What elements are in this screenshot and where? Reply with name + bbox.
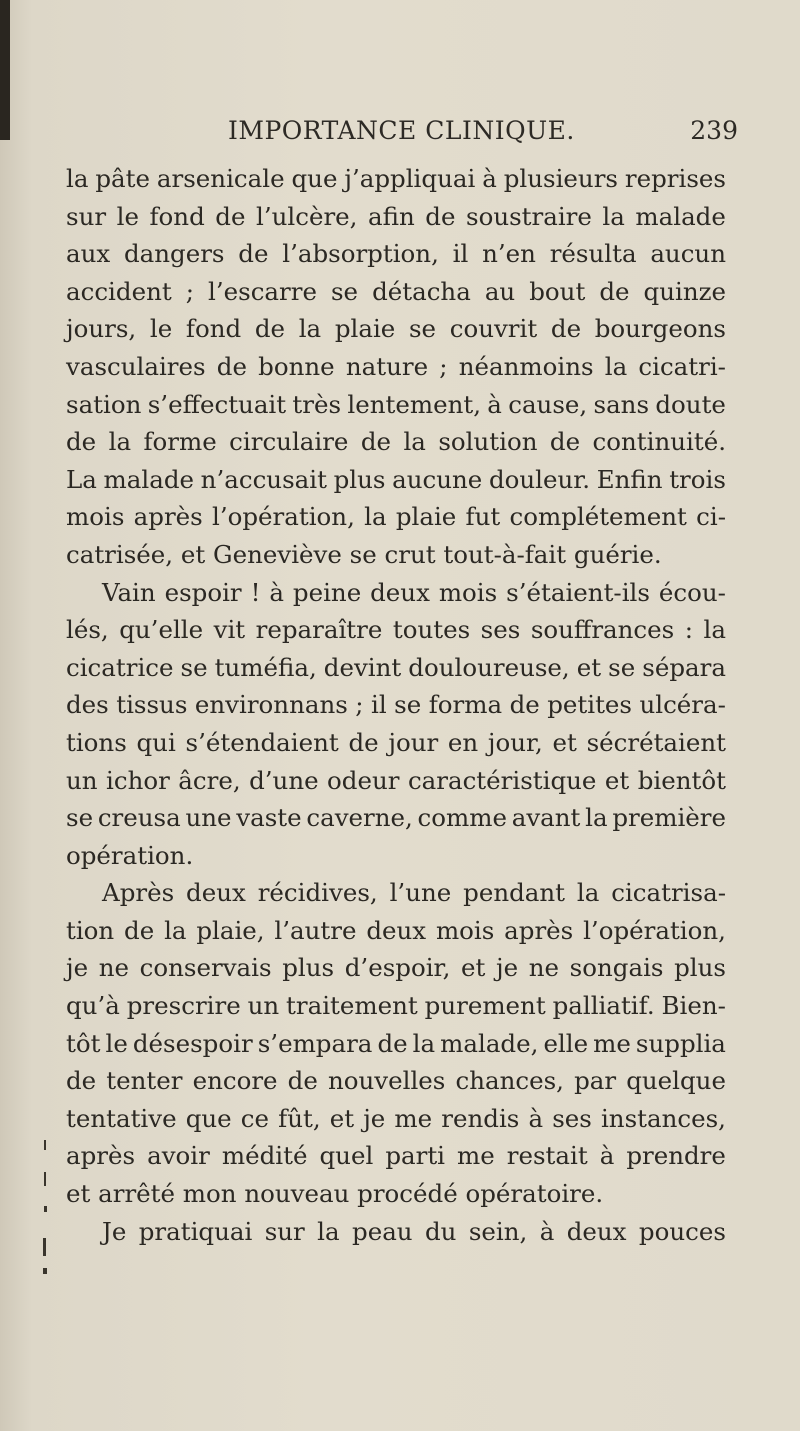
word: purement	[424, 991, 546, 1021]
word: jour	[388, 727, 439, 757]
word: aucun	[650, 239, 726, 269]
word: forme	[143, 427, 217, 457]
word: tion	[66, 915, 115, 945]
word: pendant	[463, 878, 566, 908]
word: pratiquai	[138, 1216, 253, 1246]
word: malade,	[440, 1028, 539, 1058]
word: la	[602, 201, 625, 231]
word: comme	[417, 803, 507, 833]
word: palliatif.	[552, 991, 655, 1021]
word: restait	[506, 1141, 588, 1171]
word: environnans	[194, 690, 348, 720]
text-line	[66, 461, 726, 499]
word: par	[574, 1066, 617, 1096]
word: parti	[385, 1141, 445, 1171]
word: caverne,	[306, 803, 413, 833]
word: ichor	[106, 765, 170, 795]
word: que	[185, 1103, 232, 1133]
text-line	[66, 235, 726, 273]
word: tissus	[116, 690, 188, 720]
word: résulta	[549, 239, 637, 269]
word: me	[593, 1028, 631, 1058]
word: plus	[674, 953, 726, 983]
word: Après	[102, 878, 175, 908]
word: doute	[655, 389, 726, 419]
word: lentement,	[347, 389, 481, 419]
word: reprises	[624, 164, 726, 193]
word: s’étendaient	[185, 727, 339, 757]
word: à	[482, 164, 497, 193]
word: dangers	[123, 239, 225, 269]
word: devint	[323, 652, 402, 682]
word: fut	[465, 502, 501, 532]
margin-marks	[40, 1120, 52, 1280]
body-text	[66, 160, 726, 1250]
word: au	[484, 276, 516, 306]
word: sation	[66, 389, 142, 419]
word: vasculaires	[66, 351, 206, 381]
word: malade	[103, 464, 195, 494]
word: à	[269, 577, 284, 607]
word: arsenicale	[156, 164, 285, 193]
word: de	[287, 1066, 318, 1096]
word: jours,	[66, 314, 137, 344]
word: douleur.	[488, 464, 591, 494]
word: quinze	[643, 276, 726, 306]
word: en	[447, 727, 479, 757]
word: et	[604, 765, 630, 795]
word: trois	[669, 464, 726, 494]
word: creusa	[97, 803, 181, 833]
word: peau	[352, 1216, 413, 1246]
word: avoir	[147, 1141, 210, 1171]
word: lés,	[66, 615, 109, 645]
word: ;	[185, 276, 194, 306]
word: la	[298, 314, 322, 344]
word: le	[149, 314, 173, 344]
word: à	[599, 1141, 615, 1171]
word: âcre,	[178, 765, 241, 795]
word: sécrétaient	[586, 727, 726, 757]
word: encore	[192, 1066, 278, 1096]
text-line	[66, 1137, 726, 1175]
word: et	[461, 953, 486, 983]
word: :	[684, 615, 693, 645]
text-line	[66, 198, 726, 236]
word: complétement	[509, 502, 687, 532]
word: la	[317, 1216, 340, 1246]
word: ne	[98, 953, 130, 983]
word: bientôt	[637, 765, 726, 795]
word: cause,	[508, 389, 588, 419]
text-line	[66, 1213, 726, 1251]
word: mois	[435, 915, 495, 945]
word: la	[364, 502, 387, 532]
word: médité	[221, 1141, 308, 1171]
text-line	[66, 649, 726, 687]
text-line	[66, 686, 726, 724]
word: tuméfia,	[214, 652, 317, 682]
word: nature	[345, 351, 429, 381]
word: cicatrice	[66, 652, 174, 682]
word: sur	[264, 1216, 305, 1246]
page-number: 239	[690, 116, 738, 145]
word: circulaire	[229, 427, 349, 457]
word: première	[612, 803, 726, 833]
text-line	[66, 912, 726, 950]
word: se	[330, 276, 359, 306]
word: deux	[370, 577, 430, 607]
word: supplia	[635, 1028, 726, 1058]
word: me	[394, 1103, 433, 1133]
word: du	[424, 1216, 457, 1246]
text-line	[66, 348, 726, 386]
word: après	[504, 915, 574, 945]
word: l’absorption,	[282, 239, 439, 269]
word: je	[363, 1103, 386, 1133]
word: deux	[366, 915, 427, 945]
word: l’ulcère,	[256, 201, 358, 231]
page-header	[60, 116, 740, 156]
word: à	[487, 389, 502, 419]
word: qu’elle	[119, 615, 204, 645]
word: la	[703, 615, 726, 645]
word: Bien-	[661, 991, 726, 1021]
word: forma	[428, 690, 503, 720]
word: couvrit	[449, 314, 538, 344]
word: qui	[136, 727, 176, 757]
word: bourgeons	[594, 314, 726, 344]
word: ulcéra-	[639, 690, 726, 720]
word: plusieurs	[503, 164, 618, 193]
word: qu’à	[66, 991, 120, 1021]
word: toutes	[392, 615, 471, 645]
text-line	[66, 1062, 726, 1100]
word: l’opération,	[583, 915, 726, 945]
word: après	[133, 502, 203, 532]
word: il	[371, 690, 387, 720]
word: Je	[102, 1216, 127, 1246]
word: jour,	[487, 727, 543, 757]
word: solution	[438, 427, 538, 457]
word: l’une	[389, 878, 452, 908]
text-line: et arrêté mon nouveau procédé opératoire.	[66, 1179, 604, 1209]
text-line	[66, 1025, 726, 1063]
word: pouces	[638, 1216, 726, 1246]
word: écou-	[658, 577, 726, 607]
word: s’étaient-ils	[506, 577, 650, 607]
word: vit	[213, 615, 246, 645]
text-line	[66, 874, 726, 912]
word: après	[66, 1141, 136, 1171]
word: elle	[543, 1028, 589, 1058]
word: que	[291, 164, 338, 193]
word: de	[66, 427, 97, 457]
word: de	[377, 1028, 408, 1058]
word: prescrire	[126, 991, 241, 1021]
word: afin	[368, 201, 415, 231]
word: le	[116, 201, 139, 231]
word: de	[360, 427, 392, 457]
word: de	[599, 276, 630, 306]
text-line	[66, 160, 726, 198]
word: de	[348, 727, 379, 757]
word: peine	[292, 577, 362, 607]
word: sein,	[468, 1216, 528, 1246]
word: cicatrisa-	[611, 878, 726, 908]
word: bonne	[258, 351, 335, 381]
word: je	[66, 953, 89, 983]
word: la	[164, 915, 187, 945]
word: malade	[635, 201, 726, 231]
word: prendre	[626, 1141, 726, 1171]
text-line	[66, 574, 726, 612]
word: la	[412, 1028, 436, 1058]
word: la	[66, 164, 89, 193]
text-line: catrisée, et Geneviève se crut tout-à-fait guérie.	[66, 539, 662, 569]
word: un	[66, 765, 98, 795]
word: vaste	[236, 803, 302, 833]
word: mois	[438, 577, 498, 607]
word: et	[329, 1103, 355, 1133]
word: ne	[528, 953, 560, 983]
word: sépara	[642, 652, 726, 682]
word: odeur	[327, 765, 400, 795]
word: et	[576, 652, 602, 682]
word: ;	[439, 351, 448, 381]
word: une	[185, 803, 232, 833]
word: espoir	[164, 577, 242, 607]
word: ci-	[696, 502, 726, 532]
word: sans	[593, 389, 650, 419]
word: la	[403, 427, 426, 457]
word: très	[292, 389, 342, 419]
word: avant	[511, 803, 581, 833]
word: douloureuse,	[408, 652, 570, 682]
word: de	[425, 201, 456, 231]
word: caractéristique	[407, 765, 597, 795]
text-line	[66, 386, 726, 424]
word: désespoir	[132, 1028, 253, 1058]
word: se	[394, 690, 422, 720]
word: deux	[186, 878, 246, 908]
text-line	[66, 799, 726, 837]
word: détacha	[372, 276, 471, 306]
word: me	[457, 1141, 495, 1171]
word: !	[250, 577, 261, 607]
word: s’effectuait	[147, 389, 287, 419]
binding-edge	[0, 0, 10, 140]
word: de	[238, 239, 269, 269]
text-line	[66, 1100, 726, 1138]
word: tentative	[66, 1103, 177, 1133]
word: plaie,	[196, 915, 265, 945]
word: bout	[529, 276, 586, 306]
word: il	[452, 239, 469, 269]
word: Enfin	[596, 464, 663, 494]
word: de	[216, 351, 247, 381]
word: deux	[566, 1216, 627, 1246]
word: songais	[569, 953, 664, 983]
word: chances,	[455, 1066, 564, 1096]
word: plaie	[395, 502, 457, 532]
word: mois	[66, 502, 125, 532]
word: se	[66, 803, 94, 833]
text-line	[66, 273, 726, 311]
word: cicatri-	[638, 351, 726, 381]
word: de	[509, 690, 540, 720]
running-title: IMPORTANCE CLINIQUE.	[228, 116, 575, 145]
word: à	[539, 1216, 555, 1246]
word: ses	[480, 615, 521, 645]
word: ;	[355, 690, 364, 720]
word: à	[528, 1103, 544, 1133]
text-line	[66, 310, 726, 348]
text-line	[66, 423, 726, 461]
word: La	[66, 464, 97, 494]
word: n’accusait	[200, 464, 327, 494]
word: fût,	[278, 1103, 321, 1133]
text-line	[66, 498, 726, 536]
word: aux	[66, 239, 111, 269]
word: aucune	[392, 464, 483, 494]
word: la	[604, 351, 628, 381]
text-line	[66, 762, 726, 800]
word: soustraire	[466, 201, 592, 231]
word: tôt	[66, 1028, 101, 1058]
word: l’escarre	[208, 276, 317, 306]
text-line	[66, 611, 726, 649]
word: fond	[149, 201, 205, 231]
word: fond	[185, 314, 242, 344]
word: la	[108, 427, 132, 457]
word: n’en	[482, 239, 536, 269]
word: rendis	[441, 1103, 520, 1133]
word: de	[66, 1066, 97, 1096]
text-line: opération.	[66, 840, 194, 870]
word: tions	[66, 727, 127, 757]
word: l’autre	[274, 915, 357, 945]
word: récidives,	[257, 878, 378, 908]
word: de	[254, 314, 286, 344]
word: quel	[319, 1141, 374, 1171]
word: d’espoir,	[344, 953, 451, 983]
word: des	[66, 690, 109, 720]
word: accident	[66, 276, 172, 306]
word: quelque	[626, 1066, 726, 1096]
word: conservais	[139, 953, 272, 983]
word: le	[105, 1028, 128, 1058]
word: j’appliquai	[344, 164, 476, 193]
word: l’opération,	[211, 502, 355, 532]
word: continuité.	[592, 427, 726, 457]
word: de	[549, 427, 581, 457]
word: la	[576, 878, 600, 908]
word: je	[496, 953, 519, 983]
word: sur	[66, 201, 107, 231]
text-line	[66, 987, 726, 1025]
word: reparaître	[255, 615, 383, 645]
word: de	[215, 201, 246, 231]
word: se	[180, 652, 208, 682]
word: se	[608, 652, 636, 682]
word: de	[124, 915, 155, 945]
word: et	[552, 727, 577, 757]
word: ce	[240, 1103, 270, 1133]
word: de	[550, 314, 582, 344]
word: néanmoins	[458, 351, 594, 381]
word: Vain	[102, 577, 156, 607]
word: souffrances	[530, 615, 675, 645]
text-line	[66, 949, 726, 987]
word: pâte	[95, 164, 150, 193]
word: se	[408, 314, 437, 344]
text-line	[66, 724, 726, 762]
word: petites	[547, 690, 632, 720]
word: traitement	[286, 991, 418, 1021]
word: tenter	[106, 1066, 183, 1096]
word: un	[247, 991, 280, 1021]
word: nouvelles	[327, 1066, 446, 1096]
word: plus	[282, 953, 335, 983]
word: s’empara	[257, 1028, 373, 1058]
word: plus	[333, 464, 386, 494]
word: plaie	[334, 314, 396, 344]
word: ses	[552, 1103, 592, 1133]
word: instances,	[600, 1103, 726, 1133]
word: d’une	[249, 765, 319, 795]
word: la	[585, 803, 608, 833]
